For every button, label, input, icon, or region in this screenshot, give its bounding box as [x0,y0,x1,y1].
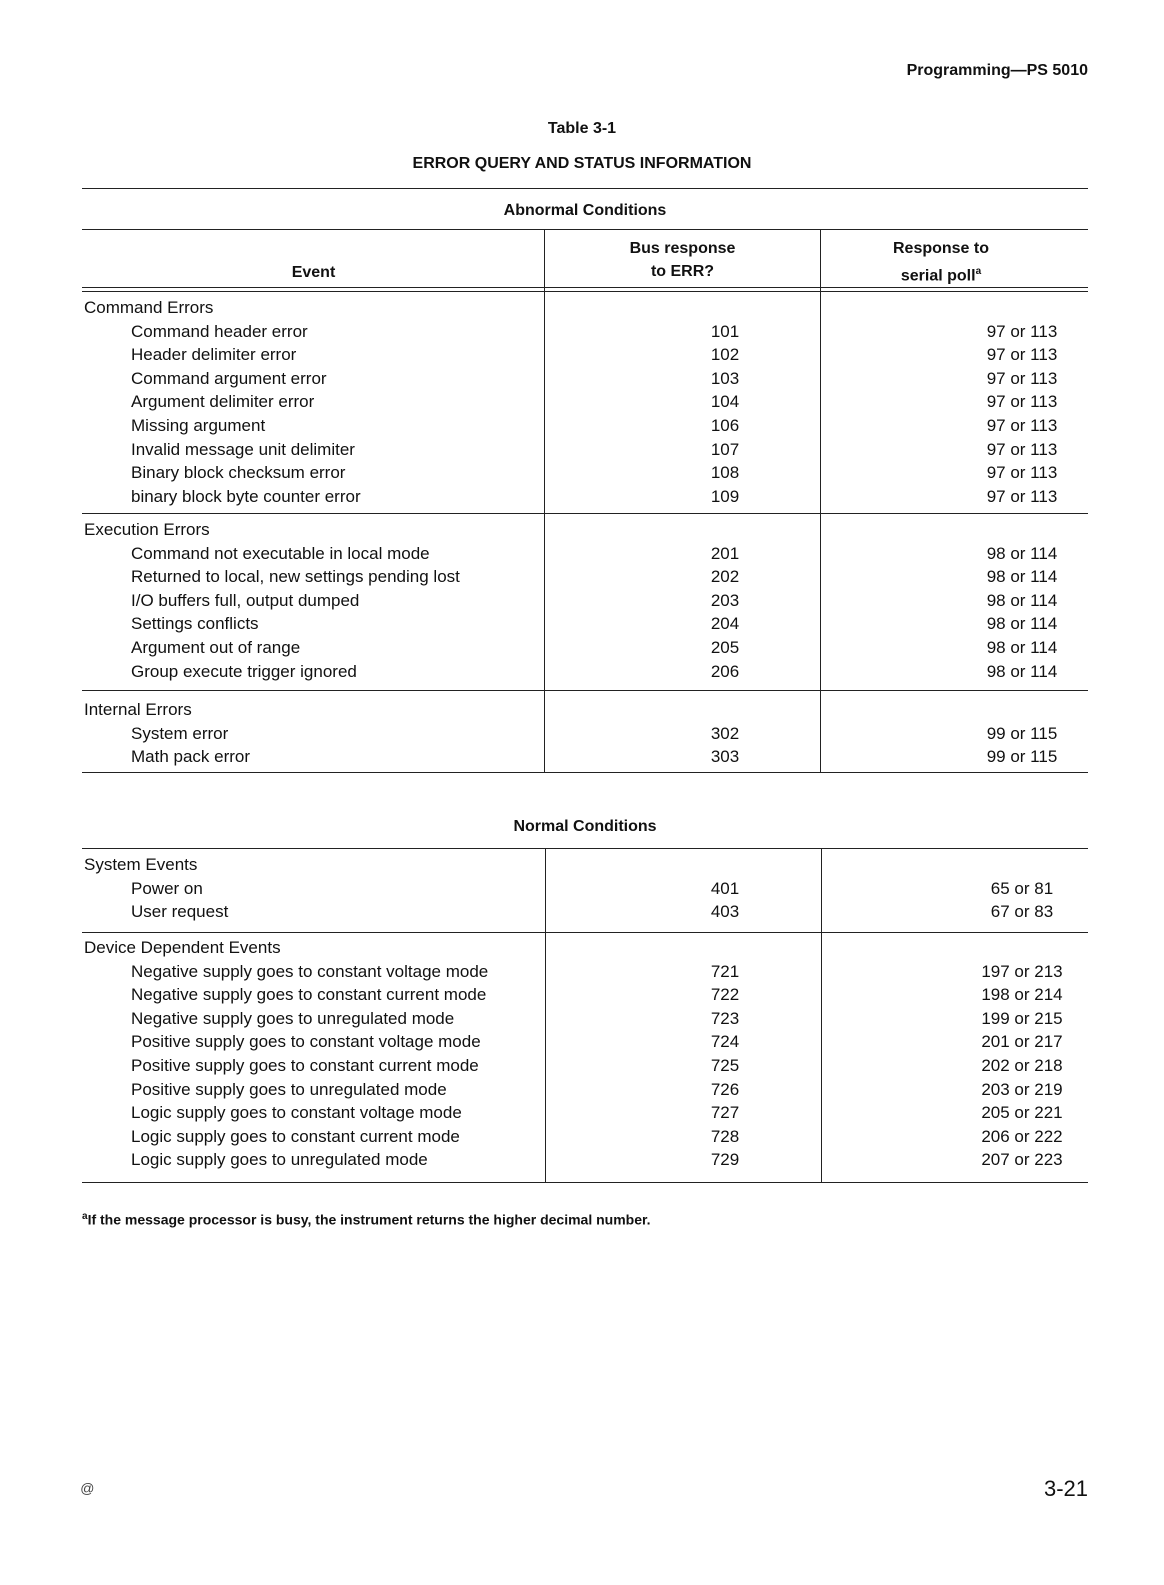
event-cell: Argument out of range [131,638,301,657]
serial-poll-cell: 99 or 115 [986,747,1058,767]
table-row [82,900,1088,924]
serial-poll-cell: 97 or 113 [986,392,1058,412]
bus-response-cell: 201 [710,543,740,563]
event-cell: Positive supply goes to unregulated mode [131,1079,447,1099]
rule [82,772,1088,773]
bus-response-cell: 202 [710,567,740,587]
group-heading-label: Execution Errors [84,520,210,539]
table-row [82,745,1088,769]
serial-poll-cell: 98 or 114 [986,543,1058,563]
table-row [82,414,1088,438]
table-row [82,960,1088,984]
table-row [82,343,1088,367]
event-cell: Command header error [131,321,308,341]
bus-response-cell: 302 [710,723,740,743]
table-row [82,461,1088,485]
group-heading [82,853,1088,877]
bus-response-cell: 106 [710,416,740,435]
group-heading-label: System Events [84,855,198,874]
serial-poll-cell: 97 or 113 [986,486,1058,506]
footnote [82,1211,651,1228]
event-cell: Group execute trigger ignored [131,661,357,681]
event-cell: Math pack error [131,747,251,767]
event-cell: Positive supply goes to constant voltage mode [131,1032,481,1052]
bus-response-cell: 204 [710,614,740,634]
event-cell: Negative supply goes to constant voltage mode [131,961,489,981]
col-header-bus [545,237,820,283]
bus-response-cell: 203 [710,590,740,610]
table-row [82,1054,1088,1078]
serial-poll-cell: 207 or 223 [981,1150,1063,1170]
event-cell: Command not executable in local mode [131,543,430,563]
table-row [82,565,1088,589]
bus-response-cell: 107 [710,439,740,459]
serial-poll-cell: 98 or 114 [986,567,1058,587]
group-divider [82,690,1088,691]
serial-poll-cell: 205 or 221 [981,1103,1063,1123]
serial-poll-cell: 203 or 219 [981,1079,1063,1099]
table-row [82,983,1088,1007]
event-cell: Negative supply goes to constant current mode [131,985,487,1005]
serial-poll-cell: 98 or 114 [986,638,1058,657]
table-row [82,1101,1088,1125]
serial-poll-cell: 202 or 218 [981,1056,1063,1075]
serial-poll-cell: 206 or 222 [981,1126,1063,1146]
table-row [82,320,1088,344]
bus-response-cell: 101 [710,321,740,341]
table-row [82,660,1088,684]
col-header-event: Event [291,264,336,281]
rule [82,848,1088,849]
col-header-bus-line2: to ERR? [650,263,715,280]
serial-poll-cell: 97 or 113 [986,463,1058,483]
table-number: Table 3-1 [547,120,617,137]
event-cell: Command argument error [131,368,327,388]
table-row [82,589,1088,613]
rule [82,229,1088,230]
table-row [82,612,1088,636]
table-row [82,1030,1088,1054]
running-header: Programming—PS 5010 [906,62,1088,79]
group-heading [82,296,1088,320]
column-divider [544,229,545,773]
col-header-serial-line1: Response to [892,240,989,257]
group-heading [82,698,1088,722]
event-cell: Positive supply goes to constant current mode [131,1056,479,1075]
column-divider [545,848,546,1182]
serial-poll-cell: 97 or 113 [986,368,1058,388]
column-divider [820,229,821,773]
serial-poll-cell: 201 or 217 [981,1032,1063,1052]
event-cell: Returned to local, new settings pending lost [131,567,460,587]
group-heading-label: Internal Errors [84,700,192,719]
bus-response-cell: 723 [710,1008,740,1028]
event-cell: Power on [131,878,203,898]
bus-response-cell: 109 [710,486,740,506]
table-row [82,1125,1088,1149]
event-cell: User request [131,902,229,922]
bus-response-cell: 401 [710,878,740,898]
bus-response-cell: 102 [710,345,740,365]
bus-response-cell: 108 [710,463,740,483]
event-cell: Logic supply goes to constant voltage mode [131,1103,462,1123]
serial-poll-cell: 98 or 114 [986,661,1058,681]
bus-response-cell: 729 [710,1150,740,1170]
bus-response-cell: 721 [710,961,740,981]
table-row [82,722,1088,746]
bus-response-cell: 728 [710,1126,740,1146]
group-heading [82,936,1088,960]
serial-poll-cell: 197 or 213 [981,961,1063,981]
bus-response-cell: 303 [710,747,740,767]
event-cell: Logic supply goes to constant current mode [131,1126,460,1146]
footnote-ref: a [975,266,982,277]
serial-poll-cell: 97 or 113 [986,439,1058,459]
table-row [82,390,1088,414]
serial-poll-cell: 97 or 113 [986,416,1058,435]
column-divider [821,848,822,1182]
bus-response-cell: 206 [710,661,740,681]
event-cell: Argument delimiter error [131,392,315,412]
serial-poll-cell: 65 or 81 [990,878,1054,898]
serial-poll-cell: 98 or 114 [986,614,1058,634]
table-row [82,1148,1088,1172]
serial-poll-cell: 97 or 113 [986,345,1058,365]
bus-response-cell: 403 [710,902,740,922]
event-cell: Negative supply goes to unregulated mode [131,1008,455,1028]
table-row [82,438,1088,462]
table-title: ERROR QUERY AND STATUS INFORMATION [412,155,752,172]
abnormal-section-title: Abnormal Conditions [503,202,667,219]
group-heading-label: Device Dependent Events [84,938,281,957]
table-row [82,485,1088,509]
bus-response-cell: 727 [710,1103,740,1123]
table-row [82,542,1088,566]
bus-response-cell: 724 [710,1032,740,1052]
group-divider [82,932,1088,933]
bus-response-cell: 205 [710,638,740,657]
event-cell: Logic supply goes to unregulated mode [131,1150,428,1170]
page-number: 3-21 [1043,1476,1088,1501]
table-row [82,877,1088,901]
event-cell: Settings conflicts [131,614,259,634]
bus-response-cell: 725 [710,1056,740,1075]
bus-response-cell: 722 [710,985,740,1005]
bus-response-cell: 103 [710,368,740,388]
serial-poll-cell: 198 or 214 [981,985,1063,1005]
copyright-mark: @ [80,1480,95,1496]
event-cell: Header delimiter error [131,345,297,365]
footnote-text: If the message processor is busy, the instrument returns the higher decimal number. [87,1211,651,1228]
event-cell: Binary block checksum error [131,463,346,483]
event-cell: Invalid message unit delimiter [131,439,355,459]
group-heading-label: Command Errors [84,298,214,317]
table-row [82,1007,1088,1031]
event-cell: System error [131,723,229,743]
group-heading [82,518,1088,542]
rule [82,1182,1088,1183]
rule [82,188,1088,189]
group-divider [82,513,1088,514]
normal-section-title: Normal Conditions [513,818,657,835]
table-row [82,636,1088,660]
serial-poll-cell: 67 or 83 [990,902,1054,922]
serial-poll-cell: 99 or 115 [986,723,1058,743]
col-header-bus-line1: Bus response [629,240,736,257]
event-cell: I/O buffers full, output dumped [131,590,360,610]
footnote-marker: a [82,1211,88,1222]
table-row [82,1078,1088,1102]
bus-response-cell: 104 [710,392,740,412]
col-header-serial [821,237,1061,287]
table-row [82,367,1088,391]
event-cell: binary block byte counter error [131,486,361,506]
serial-poll-cell: 199 or 215 [981,1008,1063,1028]
header-double-rule [82,287,1088,292]
serial-poll-cell: 98 or 114 [986,590,1058,610]
bus-response-cell: 726 [710,1079,740,1099]
col-header-serial-line2: serial poll [900,267,976,285]
event-cell: Missing argument [131,416,266,435]
serial-poll-cell: 97 or 113 [986,321,1058,341]
